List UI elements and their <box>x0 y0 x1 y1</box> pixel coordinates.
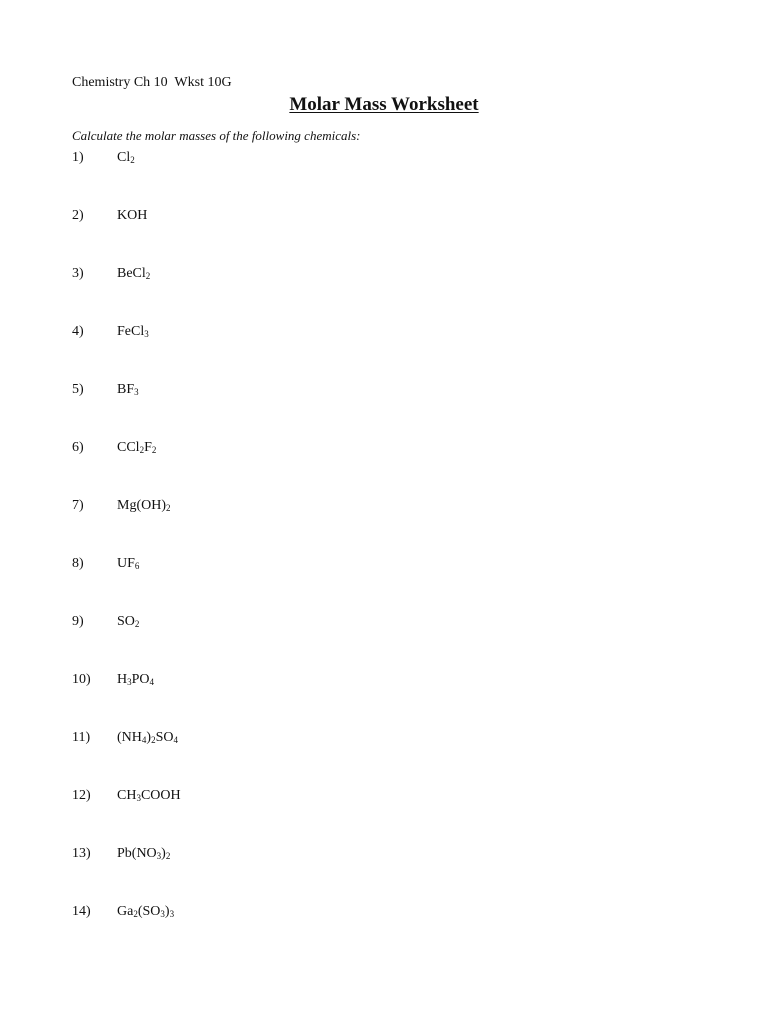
formula-subscript: 6 <box>134 561 140 571</box>
chemical-formula <box>117 440 156 456</box>
problem-item <box>72 556 472 576</box>
problem-number: 6) <box>72 440 84 455</box>
formula-text: PO <box>131 672 150 687</box>
chemical-formula <box>117 324 149 340</box>
formula-text: FeCl <box>117 324 145 339</box>
formula-subscript: 2 <box>130 155 135 165</box>
formula-text: Pb(NO <box>117 846 157 861</box>
formula-text: (NH <box>117 730 142 745</box>
formula-text: KOH <box>117 208 148 223</box>
formula-subscript: 4 <box>141 735 147 745</box>
formula-subscript: 2 <box>145 271 151 281</box>
formula-text: BF <box>117 382 135 397</box>
formula-text: UF <box>117 556 135 571</box>
formula-text: ) <box>161 846 166 861</box>
chemical-formula <box>117 730 178 746</box>
problem-number: 8) <box>72 556 84 571</box>
problem-item <box>72 730 472 750</box>
formula-text: SO <box>117 614 135 629</box>
problem-item <box>72 846 472 866</box>
formula-subscript: 2 <box>139 445 145 455</box>
problem-number: 12) <box>72 788 91 803</box>
formula-subscript: 3 <box>136 793 141 803</box>
problem-number: 10) <box>72 672 91 687</box>
instructions: Calculate the molar masses of the following chemicals: <box>72 128 361 143</box>
formula-subscript: 3 <box>144 329 149 339</box>
course-line: Chemistry Ch 10 Wkst 10G <box>72 75 232 90</box>
problem-number: 9) <box>72 614 84 629</box>
chemical-formula <box>117 382 139 398</box>
formula-text: CH <box>117 788 137 803</box>
formula-subscript: 2 <box>151 445 157 455</box>
problem-number: 5) <box>72 382 84 397</box>
chemical-formula <box>117 498 171 514</box>
problem-item <box>72 440 472 460</box>
formula-text: H <box>117 672 128 687</box>
formula-subscript: 2 <box>133 909 138 919</box>
chemical-formula <box>117 904 174 920</box>
problem-number: 1) <box>72 150 84 165</box>
chemical-formula <box>117 266 150 282</box>
formula-subscript: 3 <box>156 851 162 861</box>
problem-number: 3) <box>72 266 84 281</box>
chemical-formula <box>117 208 147 224</box>
formula-subscript: 2 <box>151 735 156 745</box>
formula-subscript: 2 <box>166 503 171 513</box>
formula-subscript: 3 <box>169 909 175 919</box>
formula-text: ) <box>164 904 170 919</box>
problem-item <box>72 788 472 808</box>
problem-item <box>72 208 472 228</box>
chemical-formula <box>117 150 135 166</box>
problem-item <box>72 382 472 402</box>
problem-item <box>72 324 472 344</box>
formula-text: SO <box>155 730 174 745</box>
formula-text: (SO <box>137 904 161 919</box>
problem-number: 4) <box>72 324 84 339</box>
formula-text: Ga <box>117 904 134 919</box>
formula-subscript: 2 <box>134 619 140 629</box>
chemical-formula <box>117 614 139 630</box>
page-title: Molar Mass Worksheet <box>289 94 479 115</box>
formula-text: ) <box>146 730 152 745</box>
formula-text: F <box>144 440 152 455</box>
chemical-formula <box>117 788 181 804</box>
chemical-formula <box>117 556 139 572</box>
problem-number: 13) <box>72 846 91 861</box>
formula-subscript: 2 <box>165 851 171 861</box>
problem-number: 2) <box>72 208 84 223</box>
chemical-formula <box>117 672 154 688</box>
formula-text: BeCl <box>117 266 146 281</box>
problem-item <box>72 266 472 286</box>
formula-subscript: 4 <box>173 735 178 745</box>
problem-item <box>72 150 472 170</box>
formula-text: Cl <box>117 150 131 165</box>
formula-text: COOH <box>140 788 181 803</box>
formula-subscript: 4 <box>149 677 155 687</box>
formula-subscript: 3 <box>127 677 132 687</box>
formula-subscript: 3 <box>134 387 139 397</box>
formula-subscript: 3 <box>160 909 165 919</box>
problem-number: 7) <box>72 498 84 513</box>
formula-text: CCl <box>117 440 140 455</box>
problem-item <box>72 614 472 634</box>
formula-text: Mg(OH) <box>117 498 166 513</box>
chemical-formula <box>117 846 170 862</box>
problem-item <box>72 672 472 692</box>
problem-item <box>72 498 472 518</box>
problem-item <box>72 904 472 924</box>
problem-number: 11) <box>72 730 91 745</box>
problem-number: 14) <box>72 904 91 919</box>
